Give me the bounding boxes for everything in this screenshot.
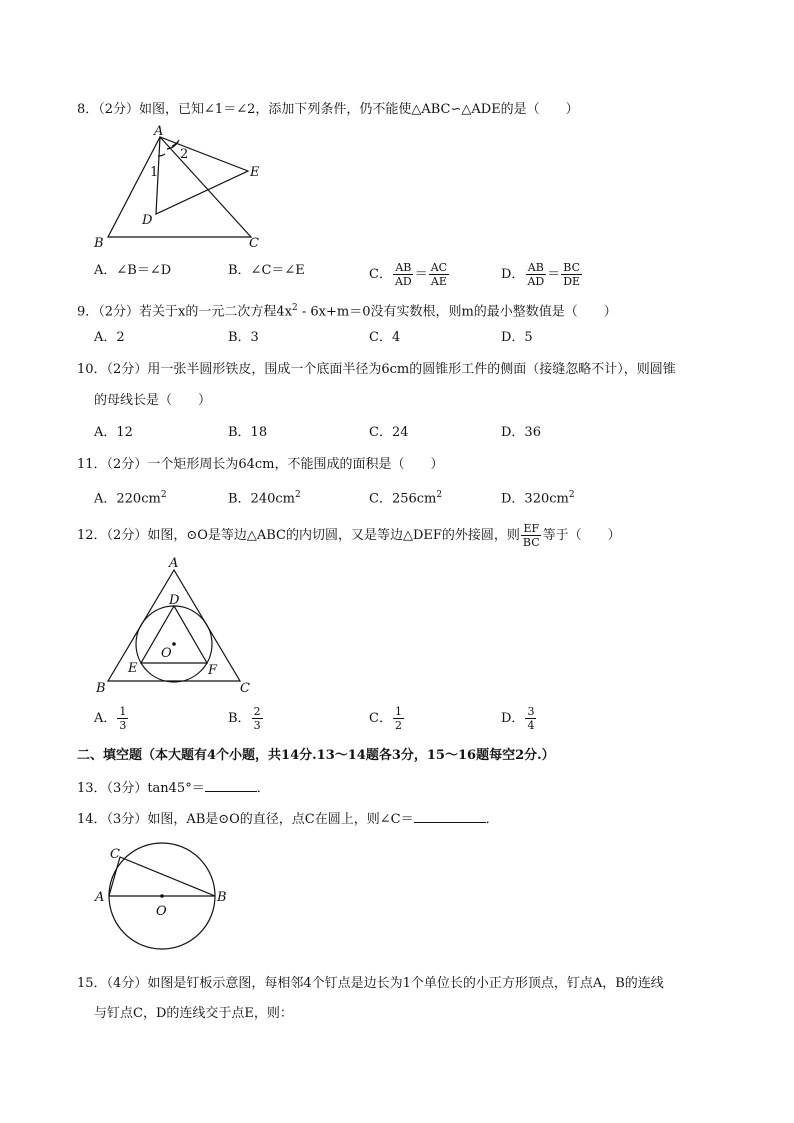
q8-label-c: C	[249, 236, 259, 251]
q10-stem-line1: 10．（2分）用一张半圆形铁皮，围成一个底面半径为6cm的圆锥形工件的侧面（接缝忽略不计），则圆锥	[77, 362, 676, 377]
q12-option-d[interactable]: D． $\frac{3}{4}$	[501, 705, 535, 732]
q12-label-f: F	[208, 663, 218, 678]
q8-options	[94, 261, 714, 288]
q13-answer-blank[interactable]	[205, 778, 257, 792]
q8-option-d[interactable]	[501, 261, 583, 288]
q11-option-a[interactable]: A．$220cm^2$	[94, 490, 167, 507]
q12-option-b[interactable]: B． $\frac{2}{3}$	[228, 705, 261, 732]
q11-option-c[interactable]: C．$256cm^2$	[369, 490, 443, 507]
q12-figure	[90, 556, 260, 698]
q10-option-c[interactable]: C．24	[369, 425, 409, 440]
q8-stem: 8．（2分）如图，已知∠1＝∠2，添加下列条件，仍不能使△ABC∽△ADE的是（ ）	[77, 102, 579, 117]
q12-label-b: B	[96, 681, 106, 696]
q8-option-c-eq: ＝	[414, 267, 428, 282]
q14-stem: 14．（3分）如图，AB是⊙O的直径，点C在圆上，则∠C＝ ．	[77, 809, 499, 829]
q8-option-c[interactable]	[369, 261, 450, 288]
q8-option-b[interactable]: B．∠C＝∠E	[228, 263, 305, 278]
q8-option-c-frac2: $\frac{AC}{AE}$	[430, 261, 448, 288]
q10-option-b[interactable]: B．18	[228, 425, 268, 440]
q10-options	[94, 423, 714, 447]
q12-stem: 12．（2分）如图，⊙O是等边△ABC的内切圆，又是等边△DEF的外接圆，则 $\frac{EF}{BC}$ 等于（ ）	[77, 522, 621, 549]
section-2-heading: 二、填空题（本大题有4个小题，共14分.13～14题各3分，15～16题每空2分.）	[77, 748, 555, 763]
q14-label-o: O	[156, 904, 167, 919]
q8-angle-2: 2	[180, 147, 189, 162]
q12-option-c[interactable]: C． $\frac{1}{2}$	[369, 705, 402, 732]
q8-figure	[88, 124, 278, 252]
q8-option-c-frac1: $\frac{AB}{AD}$	[394, 261, 412, 288]
q8-option-d-frac1: $\frac{AB}{AD}$	[527, 261, 545, 288]
q8-label-a: A	[154, 124, 164, 139]
q13-stem: 13．（3分）tan45°＝ ．	[77, 778, 270, 798]
q12-label-a: A	[169, 556, 179, 571]
q8-option-d-prefix: D．	[501, 267, 525, 282]
q9-stem: 9．（2分）若关于x的一元二次方程$4x^2 - 6x+m=0$没有实数根，则m的最小整数值是（ ）	[77, 303, 617, 320]
q8-option-a[interactable]: A．∠B＝∠D	[94, 263, 172, 278]
q10-stem-line2: 的母线长是（ ）	[94, 393, 212, 408]
q15-stem-line2: 与钉点C，D的连线交于点E，则：	[94, 1006, 293, 1021]
q14-label-b: B	[217, 890, 227, 905]
q12-stem-frac: $\frac{EF}{BC}$	[522, 522, 540, 549]
q11-option-d[interactable]: D．$320cm^2$	[501, 490, 575, 507]
q8-label-d: D	[142, 213, 153, 228]
q10-option-a[interactable]: A．12	[94, 425, 133, 440]
q14-figure	[90, 838, 240, 956]
q9-option-d[interactable]: D．5	[501, 330, 533, 345]
q15-stem-line1: 15．（4分）如图是钉板示意图，每相邻4个钉点是边长为1个单位长的小正方形顶点，钉点A，B的连线	[77, 976, 664, 991]
q9-option-b[interactable]: B．3	[228, 330, 259, 345]
q11-stem: 11．（2分）一个矩形周长为64cm，不能围成的面积是（ ）	[77, 457, 444, 472]
q12-label-e: E	[128, 661, 138, 676]
q9-options	[94, 328, 714, 352]
q11-options	[94, 485, 714, 509]
q14-answer-blank[interactable]	[414, 809, 486, 823]
q10-option-d[interactable]: D．36	[501, 425, 541, 440]
q8-label-e: E	[250, 165, 260, 180]
q14-label-c: C	[110, 847, 120, 862]
q9-option-a[interactable]: A．2	[94, 330, 125, 345]
q8-angle-1: 1	[150, 165, 159, 180]
q9-option-c[interactable]: C．4	[369, 330, 401, 345]
q12-option-a[interactable]: A． $\frac{1}{3}$	[94, 705, 127, 732]
q8-option-d-eq: ＝	[547, 267, 561, 282]
q14-label-a: A	[95, 890, 105, 905]
q8-option-c-prefix: C．	[369, 267, 392, 282]
q11-option-b[interactable]: B．$240cm^2$	[228, 490, 301, 507]
q8-label-b: B	[94, 236, 104, 251]
q12-label-o: O	[161, 646, 172, 661]
q8-option-d-frac2: $\frac{BC}{DE}$	[563, 261, 581, 288]
q12-options	[94, 705, 714, 737]
q12-label-d: D	[169, 593, 180, 608]
q12-label-c: C	[240, 681, 250, 696]
